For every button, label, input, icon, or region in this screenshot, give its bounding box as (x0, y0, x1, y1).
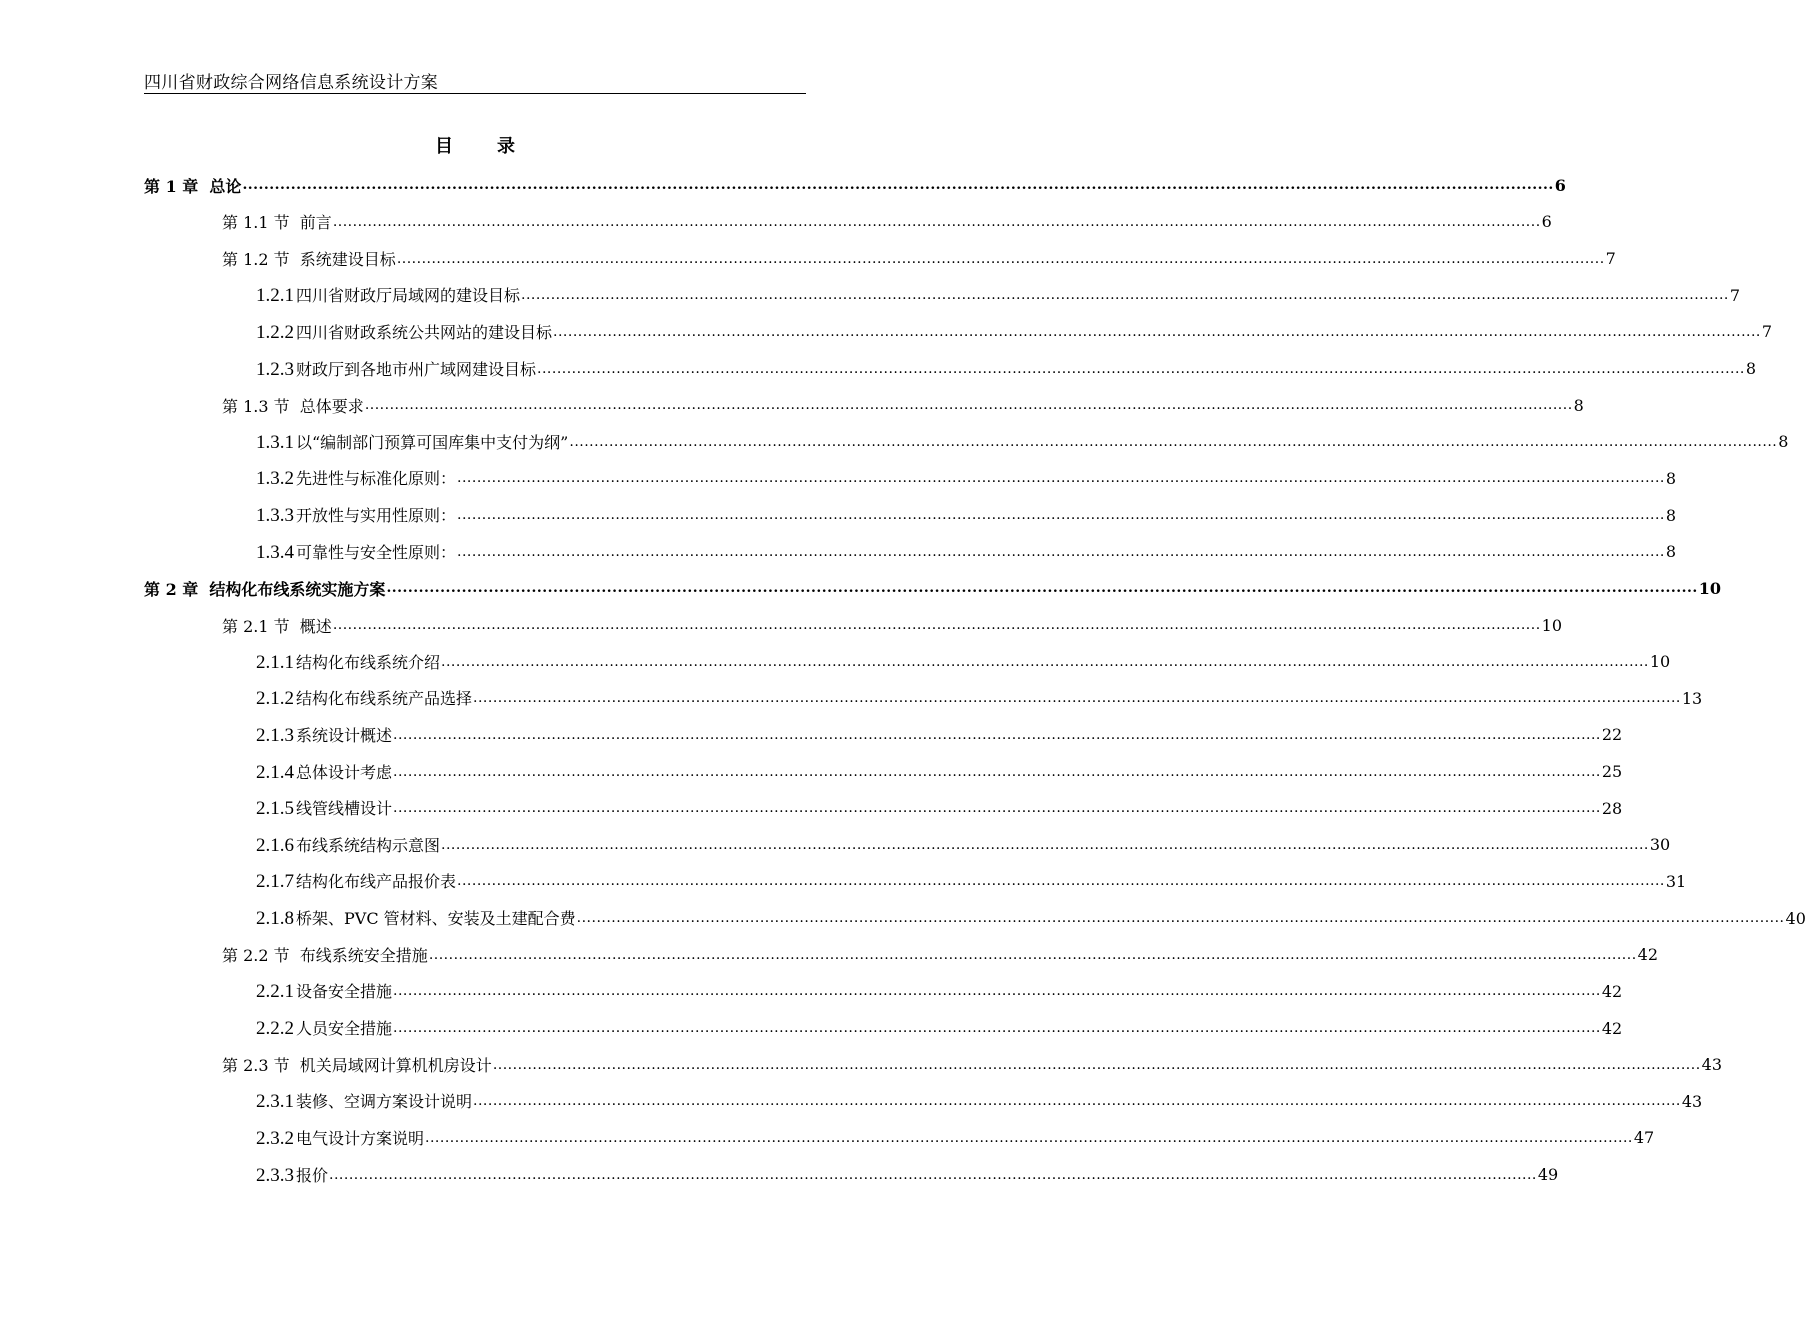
toc-entry[interactable] (144, 717, 1623, 754)
toc-entry-label (256, 1163, 328, 1187)
toc-entry-number: 第 2 章 (144, 579, 199, 599)
toc-entry-number: 1.3.1 (256, 431, 294, 453)
toc-page-number: 42 (1601, 981, 1623, 1001)
toc-entry-text: 布线系统结构示意图 (296, 835, 441, 855)
toc-entry[interactable] (144, 1083, 1703, 1120)
toc-dot-leader: .................................................................................................................................................................................................................................................... (569, 433, 1778, 450)
toc-entry-text: 结构化布线系统实施方案 (209, 579, 386, 599)
toc-entry-number: 2.1.3 (256, 724, 294, 746)
toc-entry-label (144, 174, 241, 197)
toc-entry-text: 桥架、PVC 管材料、安装及土建配合费 (296, 909, 576, 929)
toc-dot-leader: .................................................................................................................................................................................................................................................... (332, 617, 1541, 633)
toc-entry[interactable] (144, 936, 1659, 973)
toc-page-number: 43 (1701, 1055, 1723, 1075)
toc-dot-leader: .................................................................................................................................................................................................................................................... (393, 800, 1601, 817)
toc-page-number: 6 (1554, 175, 1566, 195)
toc-entry-text: 结构化布线产品报价表 (296, 872, 457, 892)
toc-entry-label (222, 614, 332, 637)
toc-entry-text: 总论 (209, 176, 242, 196)
toc-entry-number: 1.2.1 (256, 285, 294, 307)
toc-entry-number: 2.3.1 (256, 1091, 294, 1113)
toc-entry-text: 设备安全措施 (296, 982, 393, 1002)
toc-dot-leader: .................................................................................................................................................................................................................................................... (242, 177, 1554, 194)
toc-entry-label (256, 796, 392, 820)
toc-entry-label (222, 1053, 492, 1076)
toc-entry[interactable] (144, 387, 1584, 424)
toc-entry[interactable] (144, 314, 1773, 351)
toc-entry-number: 第 2.3 节 (222, 1056, 290, 1076)
toc-dot-leader: .................................................................................................................................................................................................................................................... (393, 763, 1601, 780)
toc-entry-text: 前言 (299, 213, 332, 233)
toc-entry-text: 概述 (299, 616, 332, 636)
toc-entry-label (222, 394, 364, 417)
toc-entry[interactable] (144, 533, 1677, 570)
toc-entry-text: 机关局域网计算机机房设计 (299, 1056, 492, 1076)
toc-page-number: 7 (1761, 322, 1773, 342)
toc-entry-number: 2.2.1 (256, 981, 294, 1003)
toc-page-number: 13 (1681, 688, 1703, 708)
toc-entry-label (144, 577, 385, 600)
toc-page-number: 28 (1601, 798, 1623, 818)
toc-dot-leader: .................................................................................................................................................................................................................................................... (386, 580, 1698, 597)
toc-entry[interactable] (144, 167, 1566, 204)
toc-entry-number: 2.1.5 (256, 798, 294, 820)
toc-entry-text: 布线系统安全措施 (299, 946, 428, 966)
page-header (144, 66, 806, 94)
toc-page-number: 42 (1637, 945, 1659, 965)
toc-entry[interactable] (144, 1120, 1655, 1157)
toc-entry[interactable] (144, 497, 1677, 534)
toc-entry-text: 系统设计概述 (296, 725, 393, 745)
toc-dot-leader: .................................................................................................................................................................................................................................................... (553, 323, 1761, 340)
toc-entry-label (222, 210, 332, 233)
toc-entry-text: 线管线槽设计 (296, 799, 393, 819)
toc-entry-label (256, 283, 520, 307)
toc-entry-number: 2.3.2 (256, 1127, 294, 1149)
toc-page-number: 43 (1681, 1091, 1703, 1111)
toc-page-number: 10 (1698, 578, 1721, 598)
toc-entry-label (256, 430, 568, 454)
toc-entry-number: 2.1.1 (256, 651, 294, 673)
header-title: 四川省财政综合网络信息系统设计方案 (144, 73, 439, 93)
toc-entry-number: 2.1.2 (256, 688, 294, 710)
toc-page-number: 22 (1601, 725, 1623, 745)
toc-entry-text: 开放性与实用性原则： (296, 506, 457, 526)
toc-page-number: 49 (1537, 1165, 1559, 1185)
toc-dot-leader: .................................................................................................................................................................................................................................................... (576, 910, 1785, 927)
toc-dot-leader: .................................................................................................................................................................................................................................................... (537, 360, 1745, 377)
toc-entry[interactable] (144, 753, 1623, 790)
toc-entry-text: 以“编制部门预算可国库集中支付为纲” (296, 432, 569, 452)
toc-title-right: 录 (497, 136, 515, 157)
toc-entry-text: 财政厅到各地市州广域网建设目标 (296, 359, 537, 379)
toc-page-number: 7 (1605, 249, 1616, 269)
toc-page-number: 8 (1665, 468, 1677, 488)
toc-entry-number: 1.2.3 (256, 358, 294, 380)
toc-entry[interactable] (144, 680, 1703, 717)
toc-entry-label (256, 1126, 424, 1150)
toc-title-left: 目 (435, 136, 453, 157)
toc-entry-number: 第 1 章 (144, 176, 199, 196)
toc-entry-number: 2.3.3 (256, 1164, 294, 1186)
toc-dot-leader: .................................................................................................................................................................................................................................................... (441, 653, 1649, 670)
toc-entry-label (256, 833, 440, 857)
toc-entry[interactable] (144, 1046, 1723, 1083)
toc-entry-text: 电气设计方案说明 (296, 1128, 425, 1148)
toc-entry-label (256, 540, 456, 564)
toc-dot-leader: .................................................................................................................................................................................................................................................... (457, 507, 1665, 524)
toc-entry-number: 2.1.7 (256, 871, 294, 893)
toc-page-number: 8 (1665, 542, 1677, 562)
toc-dot-leader: .................................................................................................................................................................................................................................................... (393, 1020, 1601, 1037)
toc-entry-number: 1.3.3 (256, 505, 294, 527)
toc-entry-text: 报价 (296, 1165, 329, 1185)
toc-entry[interactable] (144, 350, 1757, 387)
toc-dot-leader: .................................................................................................................................................................................................................................................... (492, 1056, 1701, 1073)
toc-page-number: 8 (1745, 359, 1757, 379)
toc-entry-number: 第 1.2 节 (222, 250, 290, 270)
toc-dot-leader: .................................................................................................................................................................................................................................................... (393, 726, 1601, 743)
toc-entry-label (256, 686, 472, 710)
toc-page-number: 6 (1541, 212, 1552, 232)
toc-page-number: 42 (1601, 1018, 1623, 1038)
toc-page-number: 7 (1729, 285, 1741, 305)
toc-entry-label (256, 906, 576, 930)
toc-entry-label (256, 357, 536, 381)
toc-entry-label (256, 650, 440, 674)
toc-page-number: 25 (1601, 762, 1623, 782)
toc-dot-leader: .................................................................................................................................................................................................................................................... (457, 470, 1665, 487)
toc-entry-label (256, 723, 392, 747)
toc-entry-number: 2.2.2 (256, 1018, 294, 1040)
toc-entry-label (222, 943, 428, 966)
toc-entry[interactable] (144, 900, 1806, 937)
toc-entry-label (256, 760, 392, 784)
toc-entry-text: 先进性与标准化原则： (296, 469, 457, 489)
toc-entry-label (256, 320, 552, 344)
toc-entry-number: 1.3.2 (256, 468, 294, 490)
toc-entry-text: 总体设计考虑 (296, 762, 393, 782)
toc-page-number: 8 (1573, 395, 1584, 415)
toc-entry-text: 总体要求 (299, 396, 364, 416)
toc-entry[interactable] (144, 827, 1671, 864)
toc-page-number: 40 (1785, 908, 1806, 928)
toc-entry[interactable] (144, 277, 1741, 314)
toc-entry-text: 可靠性与安全性原则： (296, 542, 457, 562)
toc-dot-leader: .................................................................................................................................................................................................................................................... (457, 543, 1665, 560)
toc-page-number: 30 (1649, 835, 1671, 855)
toc-entry-label (256, 1089, 472, 1113)
toc-page-number: 10 (1541, 615, 1563, 635)
toc-entry-text: 装修、空调方案设计说明 (296, 1092, 473, 1112)
toc-entry-label (256, 466, 456, 490)
toc-entry-number: 第 1.3 节 (222, 396, 290, 416)
toc-dot-leader: .................................................................................................................................................................................................................................................... (428, 946, 1637, 963)
toc-entry-text: 结构化布线系统介绍 (296, 652, 441, 672)
toc-entry-label (256, 1016, 392, 1040)
toc-dot-leader: .................................................................................................................................................................................................................................................... (441, 836, 1649, 853)
toc-page-number: 47 (1633, 1128, 1655, 1148)
toc-entry-number: 第 2.2 节 (222, 946, 290, 966)
toc-dot-leader: .................................................................................................................................................................................................................................................... (332, 213, 1541, 230)
toc-entry-text: 结构化布线系统产品选择 (296, 689, 473, 709)
table-of-contents (144, 167, 1806, 1193)
toc-entry-number: 2.1.6 (256, 834, 294, 856)
toc-entry-label (222, 247, 396, 270)
toc-dot-leader: .................................................................................................................................................................................................................................................... (521, 287, 1729, 304)
toc-entry[interactable] (144, 204, 1552, 241)
toc-entry[interactable] (144, 423, 1789, 460)
toc-entry-number: 1.2.2 (256, 321, 294, 343)
toc-page-number: 8 (1778, 432, 1789, 452)
toc-entry-text: 人员安全措施 (296, 1019, 393, 1039)
toc-dot-leader: .................................................................................................................................................................................................................................................... (329, 1166, 1537, 1183)
toc-page-number: 10 (1649, 652, 1671, 672)
toc-entry[interactable] (144, 973, 1623, 1010)
toc-entry-number: 1.3.4 (256, 541, 294, 563)
toc-entry-text: 四川省财政厅局域网的建设目标 (296, 286, 521, 306)
toc-entry[interactable] (144, 790, 1623, 827)
toc-entry-label (256, 979, 392, 1003)
toc-entry-number: 2.1.8 (256, 908, 294, 930)
toc-entry[interactable] (144, 863, 1687, 900)
toc-dot-leader: .................................................................................................................................................................................................................................................... (393, 983, 1601, 1000)
toc-title (0, 132, 950, 158)
toc-dot-leader: .................................................................................................................................................................................................................................................... (364, 397, 1573, 414)
toc-dot-leader: .................................................................................................................................................................................................................................................... (425, 1129, 1633, 1146)
toc-entry[interactable] (144, 1010, 1623, 1047)
toc-entry-text: 四川省财政系统公共网站的建设目标 (296, 322, 553, 342)
toc-entry[interactable] (144, 643, 1671, 680)
toc-entry[interactable] (144, 1156, 1559, 1193)
toc-entry[interactable] (144, 607, 1563, 644)
toc-entry[interactable] (144, 240, 1616, 277)
toc-entry[interactable] (144, 460, 1677, 497)
toc-entry-label (256, 869, 456, 893)
toc-dot-leader: .................................................................................................................................................................................................................................................... (473, 690, 1681, 707)
toc-entry-number: 第 1.1 节 (222, 213, 290, 233)
toc-entry-number: 2.1.4 (256, 761, 294, 783)
toc-page-number: 31 (1665, 871, 1687, 891)
toc-entry-label (256, 503, 456, 527)
toc-dot-leader: .................................................................................................................................................................................................................................................... (396, 250, 1605, 267)
toc-dot-leader: .................................................................................................................................................................................................................................................... (473, 1093, 1681, 1110)
toc-dot-leader: .................................................................................................................................................................................................................................................... (457, 873, 1665, 890)
toc-page-number: 8 (1665, 505, 1677, 525)
toc-entry-number: 第 2.1 节 (222, 616, 290, 636)
toc-entry-text: 系统建设目标 (299, 250, 396, 270)
toc-entry[interactable] (144, 570, 1721, 607)
